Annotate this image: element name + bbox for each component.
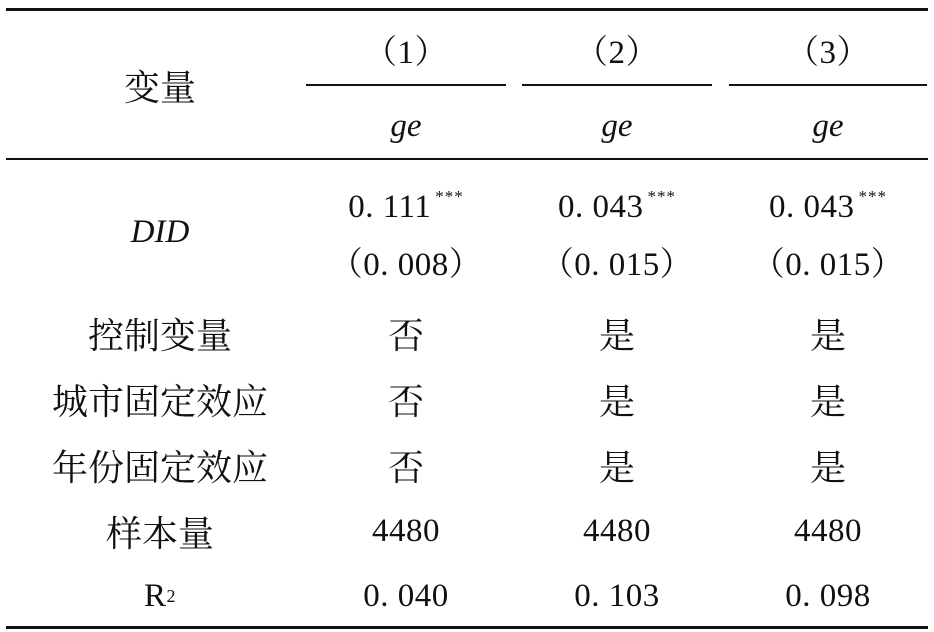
bottom-rule (6, 626, 928, 629)
did-coef-value: 0. 043 (769, 188, 855, 225)
row-label-did: DID (130, 213, 190, 250)
column-number-3: （3） (786, 34, 870, 71)
row-label-controls: 控制变量 (87, 315, 232, 357)
r-squared-exponent: 2 (166, 585, 176, 606)
r-squared-letter: R (143, 577, 167, 614)
top-rule (6, 8, 928, 11)
row-label-r-squared (20, 566, 300, 626)
dep-var-2: ge (601, 107, 633, 144)
significance-stars: *** (647, 187, 676, 206)
city-fe-value-1: 否 (387, 381, 424, 423)
controls-value-3: 是 (809, 315, 846, 357)
controls-value-1: 否 (387, 315, 424, 357)
dep-var-1: ge (390, 107, 422, 144)
did-coef-2 (522, 180, 712, 234)
r-squared-3: 0. 098 (785, 577, 871, 614)
row-label-sample-size: 样本量 (105, 513, 214, 555)
row-label-year-fe: 年份固定效应 (51, 447, 268, 489)
r-squared-1: 0. 040 (363, 577, 449, 614)
sample-size-2: 4480 (583, 512, 651, 549)
column-number-2: （2） (575, 34, 659, 71)
column-3-underline (729, 84, 927, 86)
row-label-city-fe: 城市固定效应 (51, 381, 268, 423)
did-coef-3 (729, 180, 927, 234)
column-number-1: （1） (364, 34, 448, 71)
variable-header: 变量 (123, 67, 196, 109)
column-2-underline (522, 84, 712, 86)
year-fe-value-3: 是 (809, 447, 846, 489)
year-fe-value-1: 否 (387, 447, 424, 489)
significance-stars: *** (435, 187, 464, 206)
did-se-2: （0. 015） (540, 246, 694, 283)
year-fe-value-2: 是 (598, 447, 635, 489)
did-coef-value: 0. 111 (348, 188, 432, 225)
column-1-underline (306, 84, 506, 86)
city-fe-value-2: 是 (598, 381, 635, 423)
significance-stars: *** (858, 187, 887, 206)
header-rule (6, 158, 928, 160)
sample-size-1: 4480 (372, 512, 440, 549)
did-se-1: （0. 008） (329, 246, 483, 283)
did-se-3: （0. 015） (751, 246, 905, 283)
sample-size-3: 4480 (794, 512, 862, 549)
controls-value-2: 是 (598, 315, 635, 357)
city-fe-value-3: 是 (809, 381, 846, 423)
r-squared-2: 0. 103 (574, 577, 660, 614)
did-coef-1 (306, 180, 506, 234)
did-coef-value: 0. 043 (558, 188, 644, 225)
dep-var-3: ge (812, 107, 844, 144)
